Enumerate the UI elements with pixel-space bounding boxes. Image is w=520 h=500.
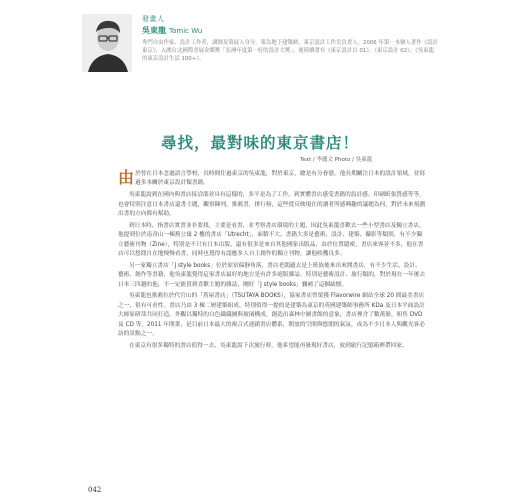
paragraph-text: 於曾在日本念過語言學校，長時間住過東京的吳東龍，對於東京，總是有分眷戀，他長期關注日本的設計領域，並寫過多本關於東京設計類書籍。 bbox=[135, 171, 426, 187]
article-body bbox=[118, 170, 426, 354]
planner-text bbox=[142, 14, 442, 63]
planner-label: 發畫人 bbox=[142, 15, 165, 23]
paragraph: 另一家獨立書店「J style books」位於原宿偏靜角落，書店老闆過去是上班族後來出來開書店，有不少生活、設計、藝術、創作等書籍，他吳東龍覺得這家書店最好的地方是有許多絕版雜誌，特別是藝術設計、旅行類的，對於現在一年後去日本三四趟的他，不一定能買到喜歡主題的雜誌，剛好「J style books」彌補了這個缺憾。 bbox=[118, 262, 426, 288]
paragraph: 在東京有很多獨特的書店值得一去，吳東龍說下次旅行時，他希望能再發現好書店，放到旅行記憶箱裡帶回家。 bbox=[129, 342, 408, 349]
paragraph bbox=[118, 170, 426, 189]
planner-profile bbox=[82, 14, 442, 74]
article-credit: Text / 李麗文 Photo / 吳東龍 bbox=[300, 157, 373, 163]
page-number: 042 bbox=[88, 486, 102, 494]
planner-name bbox=[142, 25, 442, 36]
planner-bio: 專門自由作家、設計工作者，講師及策展人身分。策為地下建築師、東京設計工作室負責人。2006 年第一本個人著作《設計東京》，入圍台北國際書展金蝶獎「亞洲年度第一好的設計大獎」，後陸續著有《東京設計以 01》、《東京設計 02》、《吳東龍的東京設計生活 100+》。 bbox=[142, 40, 438, 62]
planner-name-zh: 吳東龍 bbox=[142, 26, 166, 35]
avatar bbox=[82, 14, 132, 72]
paragraph: 吳東龍說到在國內與書店接洽邵並具有這樣的，多半是為了工作，到實體書店感受書籍的設計感、印刷紙張質感等等，也會特別注意日本書店還書主題，觀察陳列，推薦書，排行榜，這些從反映現在的讀者所感興趣的議題為何，對於未來規劃出書的方向都有幫助。 bbox=[118, 192, 426, 218]
dropcap: 由 bbox=[118, 168, 135, 187]
paragraph: 吳東龍也推薦位於代官山的「蔦屋書店」（TSUTAYA BOOKS），協家書店曾榮獲 Flavorwire 網站全球 20 間最美書店之一，很有可看性。書店乃由 3 棟二層建築組成，特別值得一提的是建築為東京的英國建築師事務所 KDa 及日本平面設計大師原研哉共同打造，外觀以獨特的白色織織圖與玻璃構成，創造出森林中圖書館的意象，書店裡含了數萬冊，租售 DVD 及 CD 等，2011 年開業，是目前日本最大的複合式連鎖書店體系，開放的空間與悠閒的氣氛，成為不少日本人與觀光客必訪的景點之一。 bbox=[118, 293, 425, 338]
planner-name-en: Tomic Wu bbox=[169, 27, 203, 35]
portrait-photo-icon bbox=[82, 14, 132, 72]
article-title: 尋找，最對味的東京書店！ bbox=[160, 134, 359, 152]
paragraph: 到日本時，指書店實書並非要找，主要是看書，並考察書店環境的主題，因此吳東龍喜歡去一些小型書店及獨立書店，他提到位於南青山一棟舊公寓 2 樓的書店「Utrecht」，面積不大，書籍大多是藝術、設計、建築、攝影等類別，有不少獨立藝術刊物（Zine），特別是不只有日本出版，還有很多是來自其他國家出版品，由於位置隱密，書店來客並不多，他在書店可以悠閒自在地慢慢看書，同時也覺得有認應多人自主創作的獨立刊物，讓他收穫良多。 bbox=[118, 222, 425, 258]
